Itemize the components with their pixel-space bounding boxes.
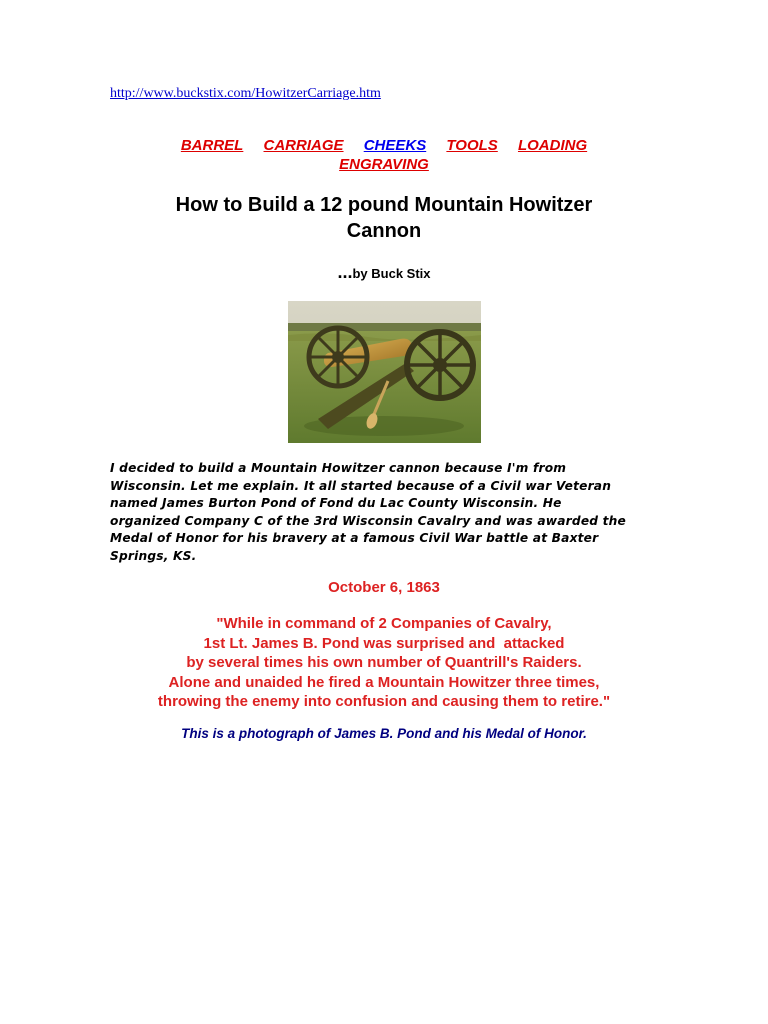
author-byline bbox=[0, 262, 768, 283]
page-title bbox=[0, 192, 768, 244]
photo-caption: This is a photograph of James B. Pond and his Medal of Honor. bbox=[181, 726, 587, 741]
nav-link-carriage[interactable]: CARRIAGE bbox=[263, 137, 344, 154]
nav-link-barrel[interactable]: BARREL bbox=[180, 137, 244, 154]
intro-line: organized Company C of the 3rd Wisconsin Cavalry and was awarded the bbox=[110, 513, 627, 528]
quote-line: "While in command of 2 Companies of Cavalry, bbox=[216, 615, 552, 632]
cannon-photo bbox=[288, 301, 481, 443]
section-nav bbox=[0, 136, 768, 174]
medal-citation-quote bbox=[0, 614, 768, 712]
nav-link-cheeks[interactable]: CHEEKS bbox=[363, 137, 427, 154]
nav-link-tools[interactable]: TOOLS bbox=[446, 137, 498, 154]
nav-link-loading[interactable]: LOADING bbox=[517, 137, 588, 154]
source-url-link[interactable]: http://www.buckstix.com/HowitzerCarriage.htm bbox=[110, 86, 381, 101]
quote-line: 1st Lt. James B. Pond was surprised and attacked bbox=[203, 634, 565, 652]
page-title-line-1: How to Build a 12 pound Mountain Howitzer bbox=[175, 194, 593, 216]
nav-link-engraving[interactable]: ENGRAVING bbox=[339, 156, 429, 173]
intro-paragraph bbox=[110, 460, 655, 565]
intro-line: Medal of Honor for his bravery at a famous Civil War battle at Baxter bbox=[110, 531, 599, 545]
battle-date: October 6, 1863 bbox=[328, 579, 440, 596]
intro-line: Wisconsin. Let me explain. It all started because of a Civil war Veteran bbox=[110, 478, 612, 493]
byline-ellipsis: ... bbox=[337, 262, 353, 282]
page-title-line-2: Cannon bbox=[346, 220, 422, 242]
quote-line: throwing the enemy into confusion and causing them to retire." bbox=[157, 693, 611, 710]
intro-line: Springs, KS. bbox=[110, 548, 197, 563]
intro-line: named James Burton Pond of Fond du Lac County Wisconsin. He bbox=[110, 496, 562, 510]
intro-line: I decided to build a Mountain Howitzer cannon because I'm from bbox=[110, 461, 567, 475]
byline-text: by Buck Stix bbox=[352, 266, 431, 281]
quote-line: by several times his own number of Quantrill's Raiders. bbox=[186, 654, 582, 671]
quote-line: Alone and unaided he fired a Mountain Howitzer three times, bbox=[168, 673, 600, 691]
